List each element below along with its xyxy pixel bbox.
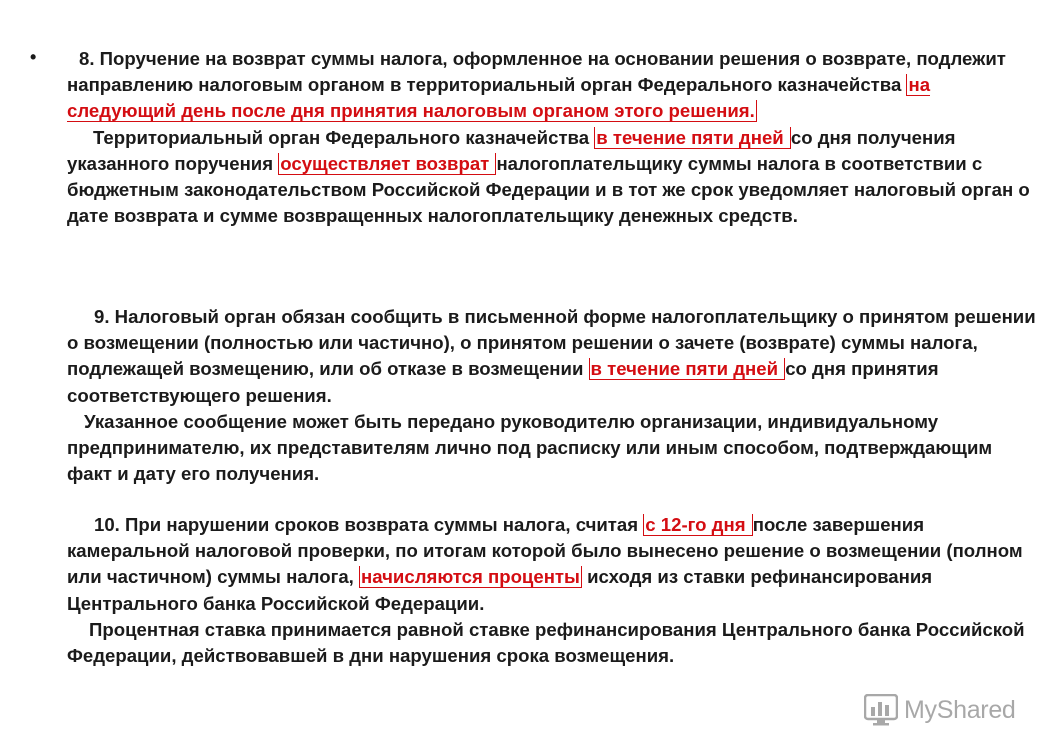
item-8-block <box>67 46 1042 229</box>
item-9-text-1: 9. Налоговый орган обязан сообщить в письменной форме налогоплательщику о принятом решении о возмещении (полностью или частично), о принятом решении о зачете (возврате) суммы налога, подлежащей возмещению, или об отказе в возмещении <box>67 306 1036 380</box>
item-8-text-1: 8. Поручение на возврат суммы налога, оформленное на основании решения о возврате, подлежит направлению налоговым органом в территориальный орган Федерального казначейства <box>67 48 1006 96</box>
item-8-text-3: со дня получения указанного поручения <box>67 126 956 174</box>
item-8-paragraph-2 <box>67 125 1042 230</box>
item-10-block <box>67 512 1042 669</box>
item-9-paragraph-2 <box>67 409 1042 488</box>
item-9-text-2: со дня принятия соответствующего решения. <box>67 358 939 406</box>
item-8-text-2: Территориальный орган Федерального казначейства <box>93 126 595 148</box>
item-10-text-2: после завершения камеральной налоговой проверки, по итогам которой было вынесено решение о возмещении (полном или частичном) суммы налога, <box>67 514 1023 588</box>
item-8-text-4: налогоплательщику суммы налога в соответствии с бюджетным законодательством Российской Федерации и в тот же срок уведомляет налоговый орган о дате возврата и сумме возвращенных налогоплательщику денежных средств. <box>67 152 1030 227</box>
watermark-text: MyShared <box>904 695 1016 724</box>
item-10-paragraph-2 <box>67 617 1042 669</box>
item-8-paragraph <box>67 46 1042 125</box>
item-10-highlight-2: начисляются проценты <box>361 566 580 588</box>
item-10-text-1: 10. При нарушении сроков возврата суммы налога, считая <box>94 514 644 535</box>
watermark <box>864 692 1016 728</box>
item-8-highlight-2: в течение пяти дней <box>596 126 789 148</box>
item-10-text-3: исходя из ставки рефинансирования Центрального банка Российской Федерации. <box>67 566 933 614</box>
bar-chart-icon <box>864 694 898 726</box>
item-10-text-4: Процентная ставка принимается равной ставке рефинансирования Центрального банка Российской Федерации, действовавшей в дни нарушения срока возмещения. <box>67 618 1025 667</box>
item-10-highlight-1: с 12-го дня <box>645 514 751 535</box>
item-9-highlight-1: в течение пяти дней <box>590 358 784 380</box>
item-10-paragraph <box>67 512 1042 617</box>
item-9-text-3: Указанное сообщение может быть передано руководителю организации, индивидуальному предпринимателю, их представителям лично под расписку или иным способом, подтверждающим факт и дату его получения. <box>67 410 993 485</box>
item-9-block <box>67 304 1042 487</box>
bullet-marker: • <box>30 47 37 67</box>
item-8-highlight-1: на следующий день после дня принятия налоговым органом этого решения. <box>67 74 931 122</box>
item-8-highlight-3: осуществляет возврат <box>280 152 495 174</box>
item-9-paragraph <box>67 304 1042 409</box>
